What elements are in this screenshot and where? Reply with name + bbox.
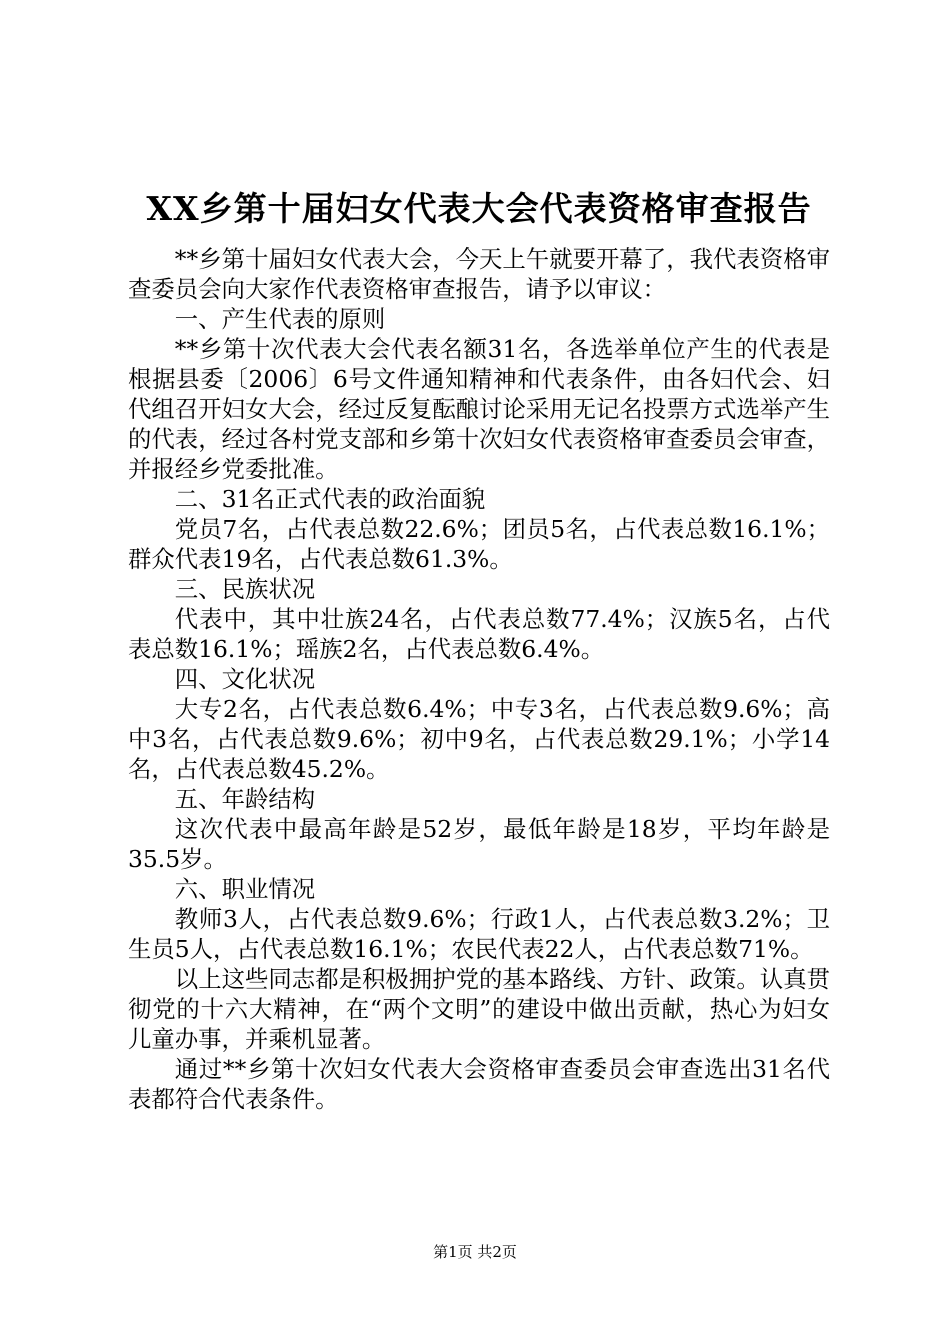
paragraph-conclusion: 通过**乡第十次妇女代表大会资格审查委员会审查选出31名代表都符合代表条件。 [128, 1055, 830, 1113]
section-heading-6: 六、职业情况 [174, 875, 316, 903]
paragraph-principle: **乡第十次代表大会代表名额31名，各选举单位产生的代表是根据县委〔2006〕6号文件通知精神和代表条件，由各妇代会、妇代组召开妇女大会，经过反复酝酿讨论采用无记名投票方式选举产生的代表，经过各村党支部和乡第十次妇女代表资格审查委员会审查，并报经乡党委批准。 [128, 335, 830, 483]
section-heading-3: 三、民族状况 [174, 575, 316, 603]
paragraph-intro: **乡第十届妇女代表大会，今天上午就要开幕了，我代表资格审查委员会向大家作代表资格审查报告，请予以审议： [128, 245, 830, 303]
page-footer [0, 1242, 950, 1262]
paragraph-ethnicity: 代表中，其中壮族24名，占代表总数77.4%；汉族5名，占代表总数16.1%；瑶族2名，占代表总数6.4%。 [128, 605, 830, 663]
paragraph-political: 党员7名，占代表总数22.6%；团员5名，占代表总数16.1%；群众代表19名，占代表总数61.3%。 [128, 515, 830, 573]
document-title: XX乡第十届妇女代表大会代表资格审查报告 [146, 189, 812, 228]
paragraph-age: 这次代表中最高年龄是52岁，最低年龄是18岁，平均年龄是35.5岁。 [128, 815, 830, 873]
section-heading-1: 一、产生代表的原则 [174, 305, 386, 333]
document-page [128, 184, 830, 1114]
section-heading-4: 四、文化状况 [174, 665, 316, 693]
paragraph-education: 大专2名，占代表总数6.4%；中专3名，占代表总数9.6%；高中3名，占代表总数9.6%；初中9名，占代表总数29.1%；小学14名，占代表总数45.2%。 [128, 695, 830, 783]
paragraph-summary: 以上这些同志都是积极拥护党的基本路线、方针、政策。认真贯彻党的十六大精神，在“两个文明”的建设中做出贡献，热心为妇女儿童办事，并乘机显著。 [128, 965, 830, 1053]
document-body [128, 244, 830, 1114]
paragraph-occupation: 教师3人，占代表总数9.6%；行政1人，占代表总数3.2%；卫生员5人，占代表总数16.1%；农民代表22人，占代表总数71%。 [128, 905, 830, 963]
section-heading-5: 五、年龄结构 [174, 785, 316, 813]
section-heading-2: 二、31名正式代表的政治面貌 [174, 485, 486, 513]
page-indicator: 第1页 共2页 [433, 1243, 517, 1261]
